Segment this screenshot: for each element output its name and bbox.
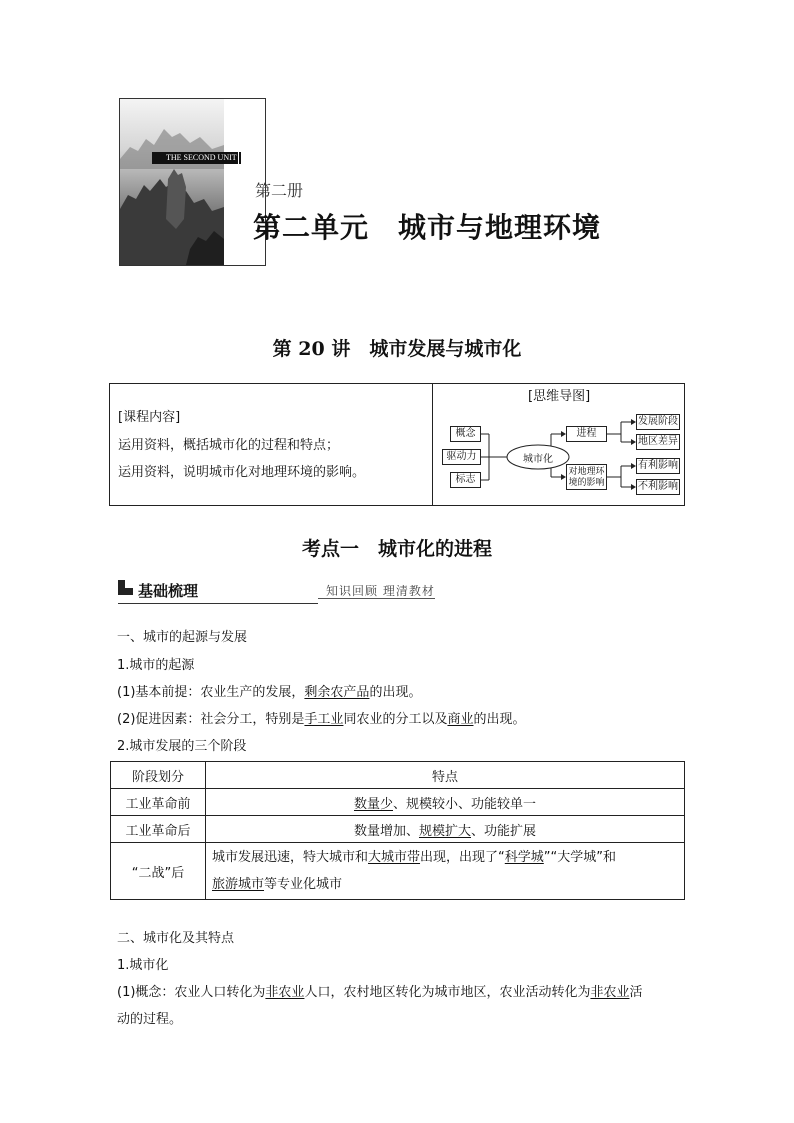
section-underline — [118, 603, 318, 604]
unit-title: 第二单元 城市与地理环境 — [253, 211, 602, 244]
table-row — [111, 789, 685, 816]
answer-blank: 数量少 — [353, 796, 393, 812]
answer-blank: 科学城 — [504, 850, 544, 865]
course-line: 运用资料，说明城市化对地理环境的影响。 — [118, 465, 366, 480]
mind-node-positive-impact: 有利影响 — [636, 458, 680, 474]
answer-blank: 非农业 — [590, 985, 630, 1000]
table-cell-stage: 工业革命前 — [111, 789, 206, 816]
paragraph-concept: (1)概念：农业人口转化为非农业人口，农村地区转化为城市地区，农业活动转化为非农业活 — [117, 985, 643, 1000]
unit-english-label: THE SECOND UNIT — [152, 152, 241, 164]
section-underline — [318, 598, 435, 599]
book-label: 第二册 — [255, 181, 304, 200]
mind-node-concept: 概念 — [450, 426, 481, 442]
answer-blank: 手工业 — [304, 712, 344, 727]
table-header-row — [111, 762, 685, 789]
answer-blank: 大城市带 — [368, 850, 421, 865]
lecture-title: 第 20 讲 城市发展与城市化 — [272, 338, 522, 360]
table-cell-feature: 数量增加、规模扩大、功能扩展 — [206, 816, 685, 843]
answer-blank: 剩余农产品 — [304, 685, 370, 700]
course-box — [109, 383, 685, 506]
mind-node-driving-force: 驱动力 — [442, 449, 481, 465]
table-cell-feature: 城市发展迅速，特大城市和大城市带出现，出现了“科学城”“大学城”和 旅游城市等专业化城市 — [206, 843, 685, 900]
heading-origin-development: 一、城市的起源与发展 — [117, 630, 248, 645]
answer-blank: 规模扩大 — [418, 823, 471, 839]
mountain-silhouette-icon — [120, 99, 224, 265]
paragraph-concept-cont: 动的过程。 — [117, 1012, 183, 1027]
mind-node-process: 进程 — [566, 426, 607, 442]
mind-map — [433, 384, 685, 505]
topic-title: 考点一 城市化的进程 — [301, 538, 492, 560]
paragraph-factors: (2)促进因素：社会分工，特别是手工业同农业的分工以及商业的出现。 — [117, 712, 526, 727]
subheading-urbanization: 1.城市化 — [117, 958, 169, 973]
unit-cover-image — [119, 98, 266, 266]
answer-blank: 非农业 — [265, 985, 305, 1000]
mind-node-development-stage: 发展阶段 — [636, 414, 680, 430]
mind-node-negative-impact: 不利影响 — [636, 479, 680, 495]
course-line: 运用资料，概括城市化的过程和特点； — [118, 438, 340, 453]
table-row — [111, 843, 685, 900]
answer-blank: 商业 — [447, 712, 474, 727]
mind-node-urbanization: 城市化 — [523, 454, 553, 465]
course-header: [课程内容] — [118, 410, 181, 425]
table-cell-stage: 工业革命后 — [111, 816, 206, 843]
section-title: 基础梳理 — [138, 582, 199, 600]
table-header-cell: 特点 — [206, 762, 685, 789]
section-subtitle: 知识回顾 理清教材 — [326, 584, 435, 598]
heading-urbanization-features: 二、城市化及其特点 — [117, 931, 235, 946]
table-header-cell: 阶段划分 — [111, 762, 206, 789]
answer-blank: 旅游城市 — [212, 877, 265, 892]
mind-node-environment-impact: 对地理环境的影响 — [566, 464, 607, 490]
subheading-origin: 1.城市的起源 — [117, 658, 195, 673]
mind-node-indicator: 标志 — [450, 472, 481, 488]
subheading-stages: 2.城市发展的三个阶段 — [117, 739, 247, 754]
mind-map-title: [思维导图] — [528, 389, 591, 404]
stage-table — [110, 761, 685, 900]
mind-node-regional-difference: 地区差异 — [636, 434, 680, 450]
table-cell-stage: “二战”后 — [111, 843, 206, 900]
paragraph-premise: (1)基本前提：农业生产的发展，剩余农产品的出现。 — [117, 685, 422, 700]
table-cell-feature: 数量少、规模较小、功能较单一 — [206, 789, 685, 816]
table-row — [111, 816, 685, 843]
label-divider — [238, 152, 239, 164]
mountain-landscape-photo — [120, 99, 224, 265]
